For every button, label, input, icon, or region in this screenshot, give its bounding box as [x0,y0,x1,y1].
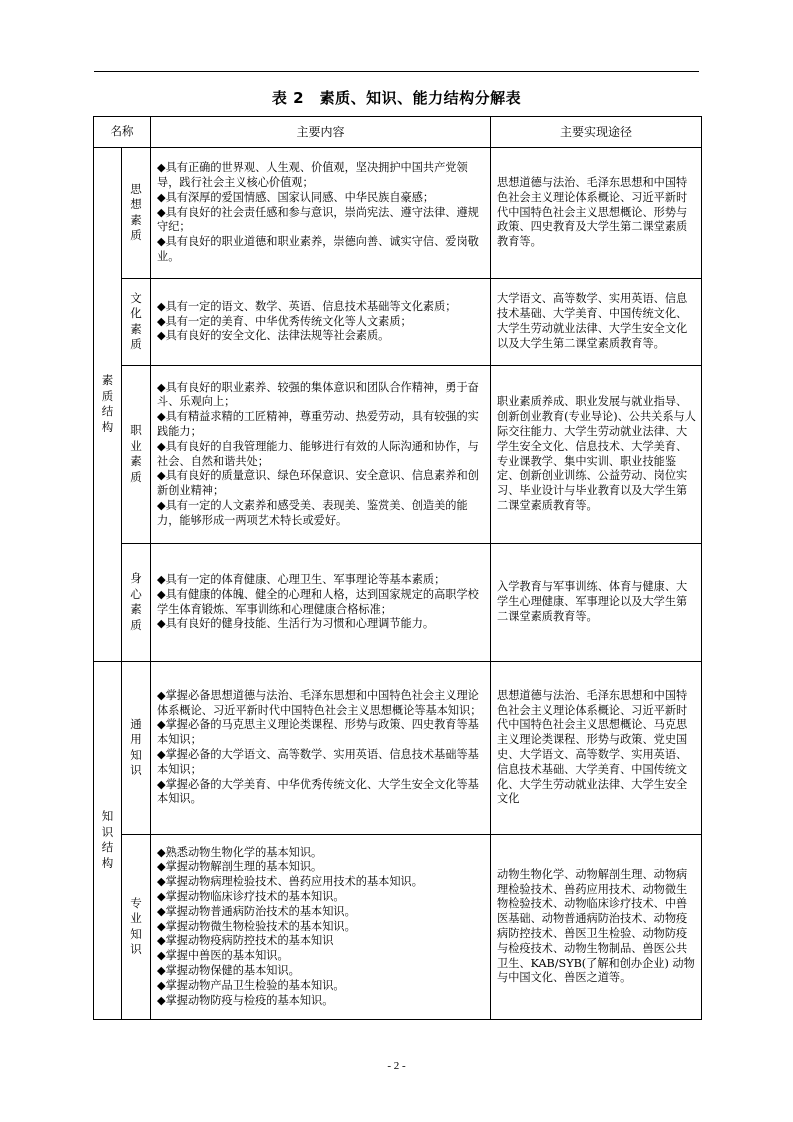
table-row [94,544,702,662]
content-item: ◆具有良好的职业道德和职业素养，崇德向善、诚实守信、爱岗敬业。 [157,235,479,263]
content-item: ◆掌握动物防疫与检疫的基本知识。 [157,993,334,1007]
route-text: 思想道德与法治、毛泽东思想和中国特色社会主义理论体系概论、习近平新时代中国特色社会主义思想概论、马克思主义理论类课程、形势与政策、党史国史、大学语文、高等数学、实用英语、信息技术基础、大学美育、中国传统文化、大学生劳动就业法律、大学生安全文化 [497,688,688,806]
route-cell [491,148,702,279]
content-item: ◆掌握动物产品卫生检验的基本知识。 [157,978,345,992]
content-cell [151,544,491,662]
content-cell [151,279,491,366]
content-item: ◆掌握动物病理检验技术、兽药应用技术的基本知识。 [157,875,423,889]
table-row [94,148,702,279]
table-title: 表 2 素质、知识、能力结构分解表 [271,89,522,107]
route-cell [491,544,702,662]
table-row [94,279,702,366]
subcategory-cell [122,544,151,662]
content-item: ◆具有精益求精的工匠精神，尊重劳动、热爱劳动，具有较强的实践能力； [157,410,479,438]
route-text: 入学教育与军事训练、体育与健康、大学生心理健康、军事理论以及大学生第二课堂素质教育等。 [497,580,688,623]
header-rule [94,71,699,72]
content-item: ◆具有良好的职业素养、较强的集体意识和团队合作精神，勇于奋斗、乐观向上； [157,380,479,409]
content-item: ◆掌握必备的大学美育、中华优秀传统文化、大学生安全文化等基本知识。 [157,777,479,806]
route-text: 职业素质养成、职业发展与就业指导、创新创业教育(专业导论)、公共关系与人际交往能力、大学生劳动就业法律、大学生安全文化、信息技术、大学美育、专业课教学、集中实训、职业技能鉴定、创新创业训练、公益劳动、岗位实习、毕业设计与毕业教育以及大学生第二课堂素质教育等。 [497,395,696,512]
route-cell [491,662,702,835]
content-cell [151,835,491,1020]
content-item: ◆具有良好的社会责任感和参与意识，崇尚宪法、遵守法律、遵规守纪； [157,205,479,234]
route-text: 动物生物化学、动物解剖生理、动物病理检验技术、兽药应用技术、动物微生物检验技术、动物临床诊疗技术、中兽医基础、动物普通病防治技术、动物疫病防控技术、兽医卫生检验、动物防疫与检疫技术、动物生物制品、兽医公共卫生、KAB/SYB(了解和创办企业) 动物与中国文化、兽医之道等。 [497,867,695,985]
page-number: - 2 - [387,1060,406,1072]
route-cell [491,835,702,1020]
category-cell [94,148,122,662]
table-row [94,366,702,544]
category-cell [94,662,122,1020]
content-item: ◆具有良好的健身技能、生活行为习惯和心理调节能力。 [157,617,435,631]
content-item: ◆掌握动物普通病防治技术的基本知识。 [157,904,356,918]
content-item: ◆具有深厚的爱国情感、国家认同感、中华民族自豪感； [157,190,435,204]
subcategory-label: 通用知识 [130,716,142,778]
subcategory-cell [122,835,151,1020]
content-item: ◆掌握动物解剖生理的基本知识。 [157,860,323,874]
content-item: ◆掌握动物临床诊疗技术的基本知识。 [157,890,345,903]
content-item: ◆具有良好的质量意识、绿色环保意识、安全意识、信息素养和创新创业精神； [157,469,479,498]
content-item: ◆掌握动物疫病防控技术的基本知识 [157,934,334,948]
subcategory-label: 职业素质 [130,423,142,484]
content-item: ◆掌握必备的马克思主义理论类课程、形势与政策、四史教育等基本知识； [157,718,479,747]
header-route: 主要实现途径 [491,117,702,148]
content-item: ◆掌握必备思想道德与法治、毛泽东思想和中国特色社会主义理论体系概论、习近平新时代中国特色社会主义思想概论等基本知识； [157,688,482,717]
subcategory-cell [122,279,151,366]
subcategory-cell [122,366,151,544]
route-text: 大学语文、高等数学、实用英语、信息技术基础、大学美育、中国传统文化、大学生劳动就业法律、大学生安全文化以及大学生第二课堂素质教育等。 [497,292,688,350]
content-item: ◆具有正确的世界观、人生观、价值观，坚决拥护中国共产党领导，践行社会主义核心价值观； [157,161,468,189]
subcategory-cell [122,662,151,835]
subcategory-label: 思想素质 [130,181,142,243]
table-row [94,835,702,1020]
content-item: ◆具有良好的安全文化、法律法规等社会素质。 [157,329,390,343]
content-item: ◆掌握中兽医的基本知识。 [157,949,289,963]
route-cell [491,366,702,544]
header-content: 主要内容 [151,117,491,148]
table-header-row [94,117,702,148]
table-row [94,662,702,835]
route-text: 思想道德与法治、毛泽东思想和中国特色社会主义理论体系概论、习近平新时代中国特色社会主义思想概论、形势与政策、四史教育及大学生第二课堂素质教育等。 [497,176,688,249]
structure-table [93,116,702,1020]
content-item: ◆掌握动物微生物检验技术的基本知识。 [157,919,356,933]
content-item: ◆熟悉动物生物化学的基本知识。 [157,845,323,859]
content-item: ◆具有一定的人文素养和感受美、表现美、鉴赏美、创造美的能力，能够形成一两项艺术特长或爱好。 [157,498,468,527]
subcategory-cell [122,148,151,279]
content-cell [151,148,491,279]
content-item: ◆具有一定的体育健康、心理卫生、军事理论等基本素质； [157,572,446,586]
content-cell [151,366,491,544]
content-cell [151,662,491,835]
subcategory-label: 身心素质 [130,571,142,632]
content-item: ◆具有良好的自我管理能力、能够进行有效的人际沟通和协作，与社会、自然和谐共处； [157,439,479,468]
header-name: 名称 [94,117,151,148]
category-label: 素质结构 [101,373,114,434]
content-item: ◆掌握必备的大学语文、高等数学、实用英语、信息技术基础等基本知识； [157,748,479,776]
route-cell [491,279,702,366]
content-item: ◆掌握动物保健的基本知识。 [157,963,300,977]
content-item: ◆具有一定的语文、数学、英语、信息技术基础等文化素质； [157,299,457,313]
content-item: ◆具有一定的美育、中华优秀传统文化等人文素质； [157,314,412,328]
subcategory-label: 文化素质 [130,290,142,352]
subcategory-label: 专业知识 [130,895,142,957]
category-label: 知识结构 [101,809,114,870]
content-item: ◆具有健康的体魄、健全的心理和人格，达到国家规定的高职学校学生体育锻炼、军事训练和心理健康合格标准； [157,587,479,616]
